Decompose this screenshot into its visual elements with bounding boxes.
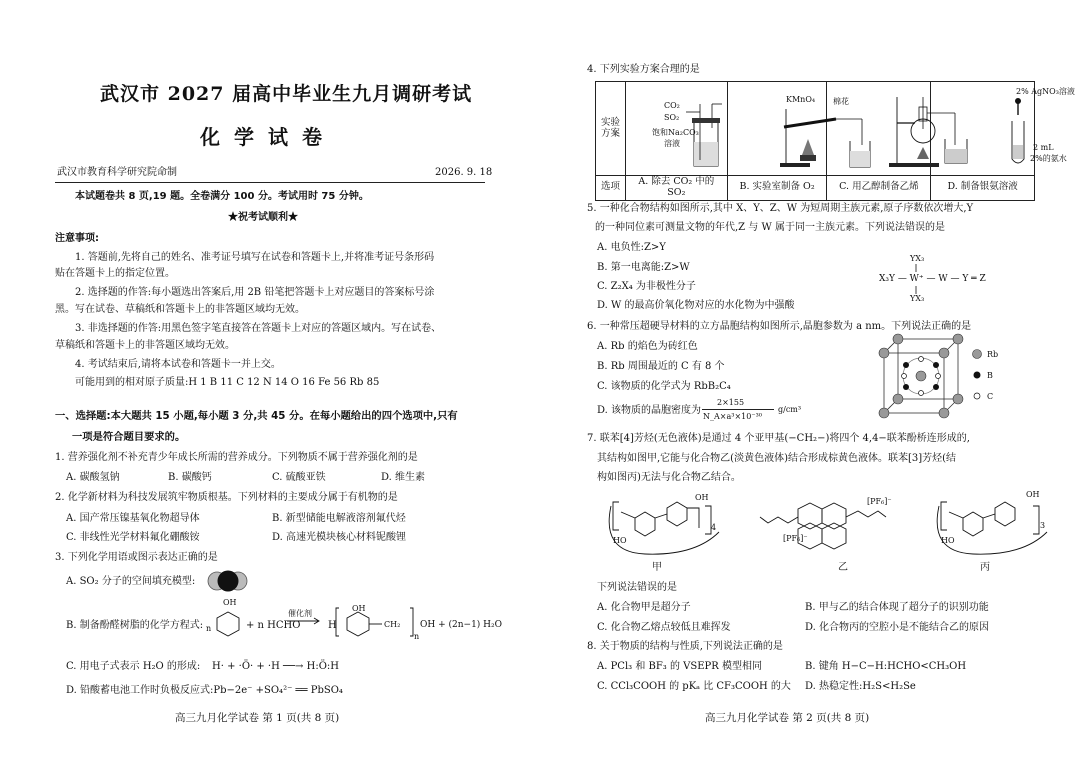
notice-line: 贴在答题卡上的指定位置。	[55, 268, 175, 279]
electron-dot-formation: H· + ·Ö· + ·H ──→ H:Ö:H	[212, 661, 339, 672]
ammonia-label: 2%的氨水	[1030, 154, 1067, 163]
pf6-bottom-label: [PF₆]⁻	[783, 534, 808, 543]
pf6-top-label: [PF₆]⁻	[867, 497, 892, 506]
reaction-arrow-icon	[287, 617, 321, 625]
question-1-option-a: A. 碳酸氢钠	[66, 472, 120, 483]
question-5-option-b: B. 第一电离能:Z>W	[597, 262, 690, 273]
legend-b: B	[987, 371, 993, 380]
polymer-h-label: H	[328, 620, 337, 631]
question-7-prompt: 下列说法错误的是	[597, 582, 677, 593]
product-terms: OH + (2n−1) H₂O	[420, 620, 502, 630]
notice-heading: 注意事项:	[55, 233, 99, 244]
label-jia: 甲	[652, 562, 662, 573]
density-denominator: N_A×a³×10⁻³⁰	[703, 412, 762, 421]
dropper-and-test-tube-icon	[1009, 97, 1029, 167]
page-2	[540, 0, 1080, 759]
question-3-option-a: A. SO₂ 分子的空间填充模型:	[66, 576, 196, 587]
page-1-footer: 高三九月化学试卷 第 1 页(共 8 页)	[175, 712, 340, 724]
o2-generation-apparatus-icon	[780, 105, 872, 171]
phenol-oh-label: OH	[223, 598, 237, 607]
legend-c: C	[987, 392, 994, 401]
question-5-stem-cont: 的一种同位素可测量文物的年代,Z 与 W 属于同一主族元素。下列说法错误的是	[595, 222, 945, 233]
question-1-option-d: D. 维生素	[381, 472, 426, 483]
ring-ho-label-2: HO	[941, 536, 955, 545]
nahco3-label: 饱和Na₂CO₃	[652, 128, 699, 137]
question-3-option-c: C. 用电子式表示 H₂O 的形成:	[66, 661, 201, 672]
question-3-option-d: D. 铅酸蓄电池工作时负极反应式:Pb−2e⁻ +SO₄²⁻ ══ PbSO₄	[66, 685, 343, 696]
question-6-option-b: B. Rb 周围最近的 C 有 8 个	[597, 361, 725, 372]
struct-top-group: YX₃	[910, 254, 925, 263]
coefficient-n: n	[206, 624, 212, 633]
question-1-option-c: C. 硫酸亚铁	[272, 472, 326, 483]
ring-oh-label: OH	[695, 493, 709, 502]
question-3-stem: 3. 下列化学用语或图示表达正确的是	[55, 552, 218, 563]
question-8-stem: 8. 关于物质的结构与性质,下列说法正确的是	[587, 641, 783, 652]
formaldehyde-term: + n HCHO	[246, 620, 301, 631]
question-7-option-c: C. 化合物乙熔点较低且难挥发	[597, 622, 731, 633]
agno3-label: 2% AgNO₃溶液	[1016, 87, 1075, 96]
label-yi: 乙	[838, 562, 848, 573]
question-7-stem: 7. 联苯[4]芳烃(无色液体)是通过 4 个亚甲基(−CH₂−)将四个 4,4−联苯酚桥连形成的,	[587, 433, 970, 444]
question-4-option-c: C. 用乙醇制备乙烯	[827, 176, 931, 201]
notice-line: 4. 考试结束后,请将本试卷和答题卡一并上交。	[75, 359, 281, 370]
repeat-count-4: 4	[711, 523, 717, 532]
fraction-bar	[702, 409, 774, 410]
ch2-label: CH₂	[384, 620, 401, 629]
question-7-option-d: D. 化合物丙的空腔小是不能结合乙的原因	[805, 622, 990, 633]
cotton-label: 棉花	[833, 97, 849, 106]
select-label: 选项	[596, 176, 626, 201]
question-8-option-d: D. 热稳定性:H₂S<H₂Se	[805, 681, 916, 692]
page-2-footer: 高三九月化学试卷 第 2 页(共 8 页)	[705, 712, 870, 724]
section-heading: 一、选择题:本大题共 15 小题,每小题 3 分,共 45 分。在每小题给出的四个选项中,只有	[55, 410, 458, 422]
phenol-ring-icon	[215, 610, 241, 638]
resin-oh-label: OH	[352, 604, 366, 613]
exam-subtitle: 化学试卷	[200, 125, 336, 149]
question-5-stem: 5. 一种化合物结构如图所示,其中 X、Y、Z、W 为短周期主族元素,原子序数依次增大,Y	[587, 203, 974, 214]
good-luck-note: ★祝考试顺利★	[228, 212, 298, 223]
question-4-option-a: A. 除去 CO₂ 中的 SO₂	[625, 176, 727, 201]
density-numerator: 2×155	[717, 398, 745, 407]
question-3-option-b: B. 制备酚醛树脂的化学方程式:	[66, 620, 204, 631]
question-4-stem: 4. 下列实验方案合理的是	[587, 64, 700, 75]
question-2-option-d: D. 高速光模块核心材料铌酸锂	[272, 532, 407, 543]
question-2-option-a: A. 国产常压镍基氧化物超导体	[66, 513, 200, 524]
question-1-stem: 1. 营养强化剂不补充青少年成长所需的营养成分。下列物质不属于营养强化剂的是	[55, 452, 418, 463]
notice-line: 3. 非选择题的作答:用黑色签字笔直接答在答题卡上对应的答题区域内。写在试卷、	[75, 323, 442, 334]
crystal-cell-icon	[876, 335, 966, 417]
repeat-n-label: n	[414, 632, 420, 641]
density-unit: g/cm³	[778, 405, 802, 414]
catalyst-label: 催化剂	[288, 609, 312, 618]
ring-oh-label-2: OH	[1026, 490, 1040, 499]
exam-intro: 本试题卷共 8 页,19 题。全卷满分 100 分。考试用时 75 分钟。	[75, 191, 369, 202]
struct-main-chain: X₃Y — W⁺ — W — Y ═ Z	[879, 274, 986, 284]
question-6-option-a: A. Rb 的焰色为砖红色	[597, 341, 698, 352]
exam-issuer: 武汉市教育科学研究院命制	[57, 167, 177, 178]
question-1-option-b: B. 碳酸钙	[168, 472, 212, 483]
question-2-stem: 2. 化学新材料为科技发展筑牢物质根基。下列材料的主要成分属于有机物的是	[55, 492, 398, 503]
legend-rb: Rb	[987, 350, 999, 359]
biphenyl-arene-3-icon	[933, 492, 1053, 558]
exam-title: 武汉市 2027 届高中毕业生九月调研考试	[100, 83, 473, 105]
ethylene-apparatus-icon	[885, 93, 981, 169]
exam-date: 2026. 9. 18	[435, 167, 493, 178]
co2-label: CO₂	[664, 101, 680, 110]
question-6-option-c: C. 该物质的化学式为 RbB₂C₄	[597, 381, 731, 392]
question-5-option-a: A. 电负性:Z>Y	[597, 242, 666, 253]
section-heading-cont: 一项是符合题目要求的。	[72, 431, 186, 443]
struct-bottom-group: YX₃	[910, 294, 925, 303]
notice-line: 1. 答题前,先将自己的姓名、准考证号填写在试卷和答题卡上,并将准考证号条形码	[75, 252, 435, 263]
notice-line: 草稿纸和答题卡上的非答题区域均无效。	[55, 340, 235, 351]
question-8-option-b: B. 键角 H−C−H:HCHO<CH₃OH	[805, 661, 967, 672]
question-7-option-b: B. 甲与乙的结合体现了超分子的识别功能	[805, 602, 989, 613]
so2-space-filling-model	[208, 570, 248, 592]
crystal-legend-icons	[972, 348, 982, 400]
question-5-option-d: D. W 的最高价氧化物对应的水化物为中强酸	[597, 300, 795, 311]
question-7-stem-cont: 其结构如图甲,它能与化合物乙(淡黄色液体)结合形成棕黄色液体。联苯[3]芳烃(结	[597, 453, 957, 464]
notice-line: 黑。写在试卷、草稿纸和答题卡上的非答题区域均无效。	[55, 304, 305, 315]
question-6-option-d: D. 该物质的晶胞密度为	[597, 405, 702, 416]
atomic-masses: 可能用到的相对原子质量:H 1 B 11 C 12 N 14 O 16 Fe 56 Rb 85	[75, 377, 380, 388]
header-divider	[55, 182, 485, 183]
question-4-option-d: D. 制备银氨溶液	[931, 176, 1035, 201]
kmno4-label: KMnO₄	[786, 95, 816, 104]
question-4-option-b: B. 实验室制备 O₂	[727, 176, 827, 201]
question-6-stem: 6. 一种常压超硬导材料的立方晶胞结构如图所示,晶胞参数为 a nm。下列说法正确的是	[587, 321, 972, 332]
ring-ho-label: HO	[613, 536, 627, 545]
question-2-option-c: C. 非线性光学材料氟化硼酸铵	[66, 532, 200, 543]
question-7-stem-cont-2: 构如图丙)无法与化合物乙结合。	[597, 472, 741, 483]
gas-wash-bottle-icon	[686, 98, 724, 170]
question-5-option-c: C. Z₂X₄ 为非极性分子	[597, 281, 696, 292]
solution-label: 溶液	[664, 139, 680, 148]
struct-bonds-icon	[913, 264, 919, 296]
question-7-option-a: A. 化合物甲是超分子	[597, 602, 691, 613]
repeat-count-3: 3	[1040, 521, 1046, 530]
notice-line: 2. 选择题的作答:每小题选出答案后,用 2B 铅笔把答题卡上对应题目的答案标号涂	[75, 287, 435, 298]
table-row-label: 实验 方案	[596, 82, 626, 176]
question-8-option-c: C. CCl₃COOH 的 pKₐ 比 CF₃COOH 的大	[597, 681, 791, 692]
label-bing: 丙	[980, 562, 990, 573]
so2-label: SO₂	[664, 113, 680, 122]
ml-label: 2 mL	[1033, 143, 1054, 152]
question-8-option-a: A. PCl₃ 和 BF₃ 的 VSEPR 模型相同	[597, 661, 762, 672]
question-2-option-b: B. 新型储能电解液溶剂氟代烃	[272, 513, 406, 524]
